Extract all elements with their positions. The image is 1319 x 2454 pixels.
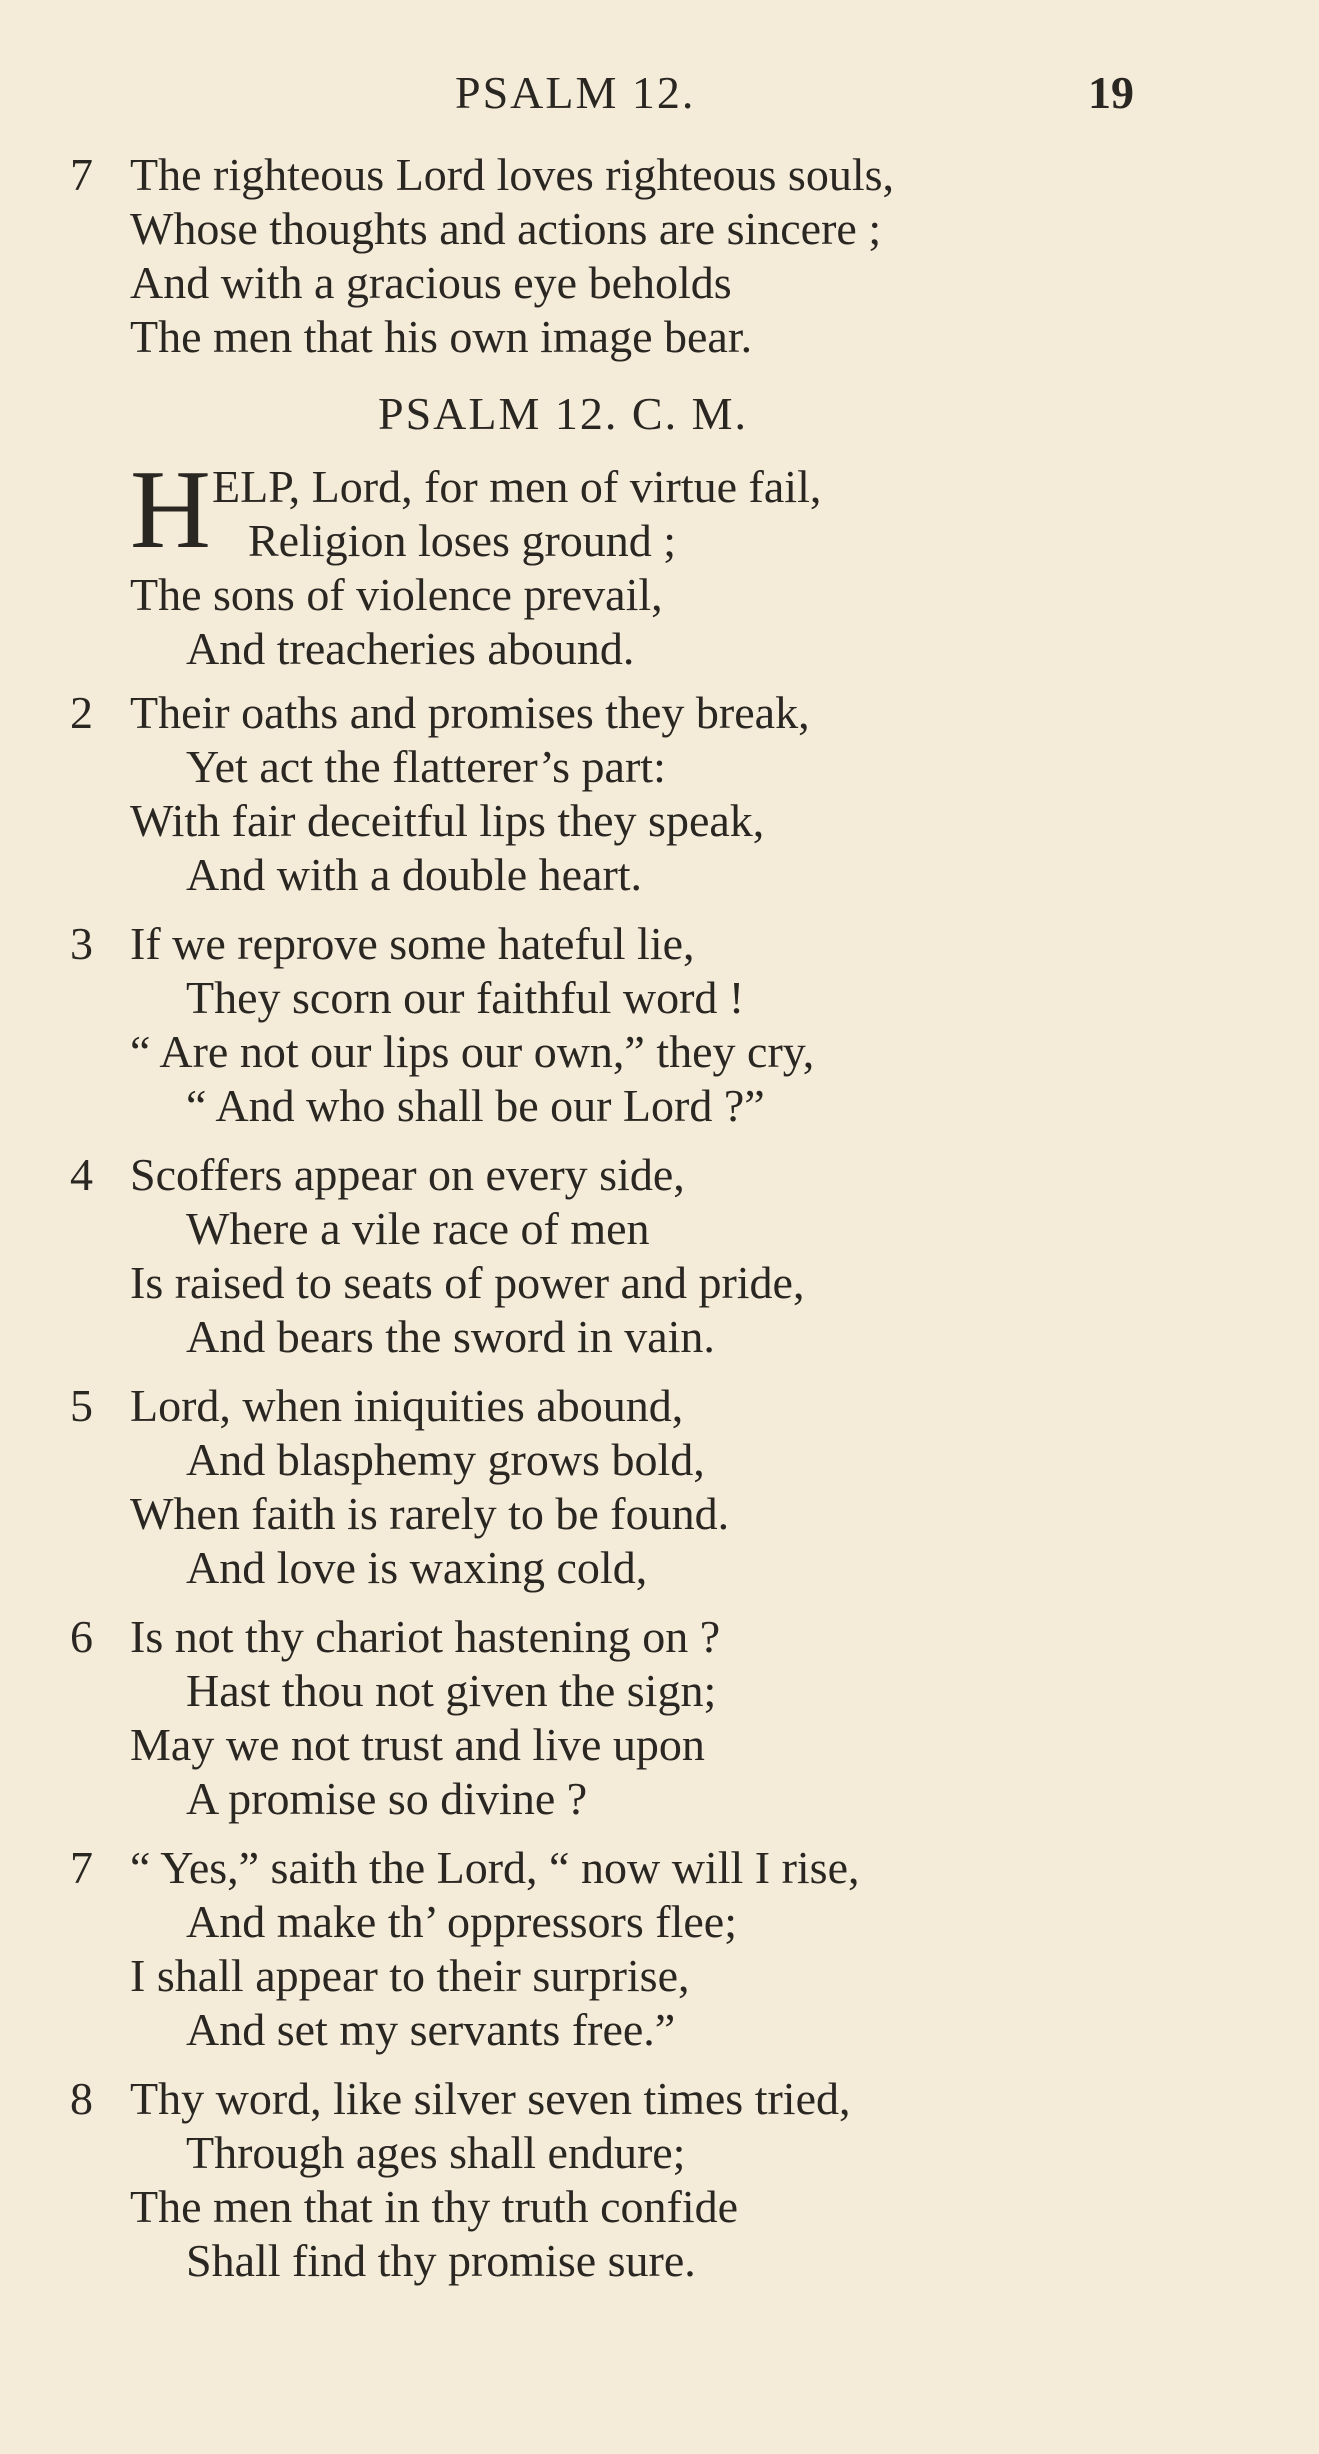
verse-line: And with a gracious eye beholds: [130, 257, 732, 308]
verse-line: And love is waxing cold,: [186, 1542, 648, 1593]
stanza-number: 6: [70, 1611, 93, 1662]
verse-line: A promise so divine ?: [186, 1773, 588, 1824]
verse-line: Through ages shall endure;: [186, 2127, 686, 2178]
verse-line: Whose thoughts and actions are sincere ;: [130, 203, 882, 254]
verse-line: May we not trust and live upon: [130, 1719, 705, 1770]
psalm-heading: PSALM 12. C. M.: [378, 388, 748, 439]
running-head-title: PSALM 12.: [455, 67, 696, 118]
drop-cap: H: [130, 448, 211, 572]
stanza-number: 3: [70, 918, 93, 969]
verse-line: Where a vile race of men: [186, 1203, 650, 1254]
verse-line: The men that in thy truth confide: [130, 2181, 739, 2232]
stanza-number: 7: [70, 149, 93, 200]
verse-line: And bears the sword in vain.: [186, 1311, 715, 1362]
verse-line: They scorn our faithful word !: [186, 972, 745, 1023]
verse-line: Their oaths and promises they break,: [130, 687, 810, 738]
stanza-number: 2: [70, 687, 93, 738]
verse-line: I shall appear to their surprise,: [130, 1950, 690, 2001]
verse-line: And make th’ oppressors flee;: [186, 1896, 737, 1947]
verse-line: With fair deceitful lips they speak,: [130, 795, 765, 846]
verse-line: The sons of violence prevail,: [130, 569, 663, 620]
verse-line: Thy word, like silver seven times tried,: [130, 2073, 851, 2124]
verse-line: The men that his own image bear.: [130, 311, 753, 362]
running-head: [0, 66, 1319, 126]
verse-line: And with a double heart.: [186, 849, 643, 900]
verse-line: Religion loses ground ;: [248, 515, 677, 566]
page-number: 19: [1088, 67, 1134, 118]
verse-line: And set my servants free.”: [186, 2004, 676, 2055]
verse-line: And blasphemy grows bold,: [186, 1434, 705, 1485]
verse-line: “ Yes,” saith the Lord, “ now will I rise,: [130, 1842, 860, 1893]
verse-line: If we reprove some hateful lie,: [130, 918, 695, 969]
verse-line: Lord, when iniquities abound,: [130, 1380, 684, 1431]
verse-line: “ And who shall be our Lord ?”: [186, 1080, 765, 1131]
verse-line: Scoffers appear on every side,: [130, 1149, 685, 1200]
verse-line: Yet act the flatterer’s part:: [186, 741, 666, 792]
verse-line: ELP, Lord, for men of virtue fail,: [212, 461, 822, 512]
stanza-number: 7: [70, 1842, 93, 1893]
stanza-number: 5: [70, 1380, 93, 1431]
verse-line: The righteous Lord loves righteous souls,: [130, 149, 895, 200]
verse-line: Shall find thy promise sure.: [186, 2235, 696, 2286]
verse-line: When faith is rarely to be found.: [130, 1488, 730, 1539]
verse-line: Is raised to seats of power and pride,: [130, 1257, 805, 1308]
verse-line: “ Are not our lips our own,” they cry,: [130, 1026, 815, 1077]
stanza-number: 8: [70, 2073, 93, 2124]
verse-line: And treacheries abound.: [186, 623, 635, 674]
verse-line: Is not thy chariot hastening on ?: [130, 1611, 721, 1662]
stanza-number: 4: [70, 1149, 93, 1200]
verse-line: Hast thou not given the sign;: [186, 1665, 717, 1716]
